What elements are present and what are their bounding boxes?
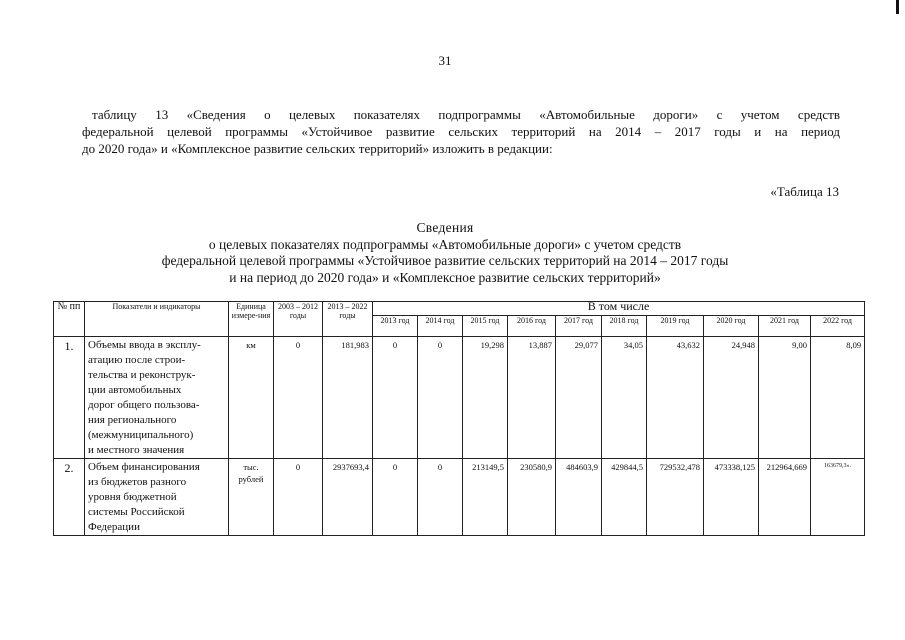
intro-line-1: таблицу 13 «Сведения о целевых показателях подпрограммы «Автомобильные дороги» с учетом средств: [92, 107, 840, 122]
header-including: В том числе: [373, 302, 865, 316]
year-value: 212964,669: [759, 459, 811, 536]
intro-paragraph: [82, 106, 840, 157]
title-line-2: о целевых показателях подпрограммы «Автомобильные дороги» с учетом средств: [208, 236, 682, 252]
indicator-line: тельства и реконструк-: [88, 369, 196, 381]
indicator-line: Объемы ввода в эксплу-: [88, 339, 201, 351]
header-no: № пп: [54, 302, 85, 337]
year-value: 34,05: [602, 337, 647, 459]
unit-line: рублей: [238, 474, 264, 484]
year-value: 484603,9: [556, 459, 602, 536]
header-year: 2017 год: [556, 316, 602, 337]
unit-cell: км: [229, 337, 274, 459]
year-value: 29,077: [556, 337, 602, 459]
header-2003-2012: 2003 – 2012 годы: [274, 302, 323, 337]
header-year: 2021 год: [759, 316, 811, 337]
indicators-table: [53, 301, 865, 536]
indicator-line: (межмуниципального): [88, 429, 194, 441]
header-year: 2022 год: [811, 316, 865, 337]
header-year: 2015 год: [463, 316, 508, 337]
row-number: 1.: [54, 337, 85, 459]
table-row: [54, 459, 865, 536]
indicator-line: дорог общего пользова-: [88, 399, 200, 411]
title-line-4: и на период до 2020 года» и «Комплексное развитие сельских территорий»: [229, 269, 661, 285]
table-title: [60, 220, 830, 286]
header-unit: Единица измере-ния: [229, 302, 274, 337]
unit-line: тыс.: [243, 462, 259, 472]
scan-edge-mark: [896, 0, 899, 14]
year-value: 473338,125: [704, 459, 759, 536]
title-line-1: Сведения: [416, 220, 474, 235]
header-year: 2018 год: [602, 316, 647, 337]
indicator-line: Федерации: [88, 521, 140, 533]
value-2013-2022: 2937693,4: [323, 459, 373, 536]
indicator-cell: [85, 337, 229, 459]
year-value: 0: [418, 337, 463, 459]
year-value: 230580,9: [508, 459, 556, 536]
header-year: 2014 год: [418, 316, 463, 337]
year-value: 9,00: [759, 337, 811, 459]
year-value: 43,632: [647, 337, 704, 459]
year-value: 24,948: [704, 337, 759, 459]
indicator-line: атацию после строи-: [88, 354, 186, 366]
header-year: 2016 год: [508, 316, 556, 337]
intro-line-2: федеральной целевой программы «Устойчивое развитие сельских территорий на 2014 – 2017 годы и на период: [82, 124, 840, 139]
page-number: 31: [438, 53, 452, 68]
indicator-line: Объем финансирования: [88, 461, 200, 473]
year-value: 8,09: [811, 337, 865, 459]
year-value: 213149,5: [463, 459, 508, 536]
value-2013-2022: 181,983: [323, 337, 373, 459]
title-line-3: федеральной целевой программы «Устойчивое развитие сельских территорий на 2014 – 2017 годы: [161, 253, 729, 268]
year-value: 19,298: [463, 337, 508, 459]
indicator-line: уровня бюджетной: [88, 491, 177, 503]
header-year: 2019 год: [647, 316, 704, 337]
row-number: 2.: [54, 459, 85, 536]
intro-line-3: до 2020 года» и «Комплексное развитие сельских территорий» изложить в редакции:: [82, 141, 553, 156]
unit-cell: [229, 459, 274, 536]
header-year: 2020 год: [704, 316, 759, 337]
value-2003-2012: 0: [274, 459, 323, 536]
indicator-line: и местного значения: [88, 444, 185, 456]
year-value: 729532,478: [647, 459, 704, 536]
table-label: «Таблица 13: [770, 184, 839, 199]
header-year: 2013 год: [373, 316, 418, 337]
indicator-line: ции автомобильных: [88, 384, 182, 396]
indicator-line: из бюджетов разного: [88, 476, 187, 488]
year-value: 429844,5: [602, 459, 647, 536]
indicator-cell: [85, 459, 229, 536]
indicator-line: системы Российской: [88, 506, 185, 518]
year-value: 0: [373, 337, 418, 459]
year-value: 13,887: [508, 337, 556, 459]
indicator-line: ния регионального: [88, 414, 177, 426]
table-row: [54, 337, 865, 459]
value-2003-2012: 0: [274, 337, 323, 459]
header-indicators: Показатели и индикаторы: [85, 302, 229, 337]
header-2013-2022: 2013 – 2022 годы: [323, 302, 373, 337]
year-value: 0: [373, 459, 418, 536]
year-value: 163679,3».: [811, 459, 865, 536]
year-value: 0: [418, 459, 463, 536]
